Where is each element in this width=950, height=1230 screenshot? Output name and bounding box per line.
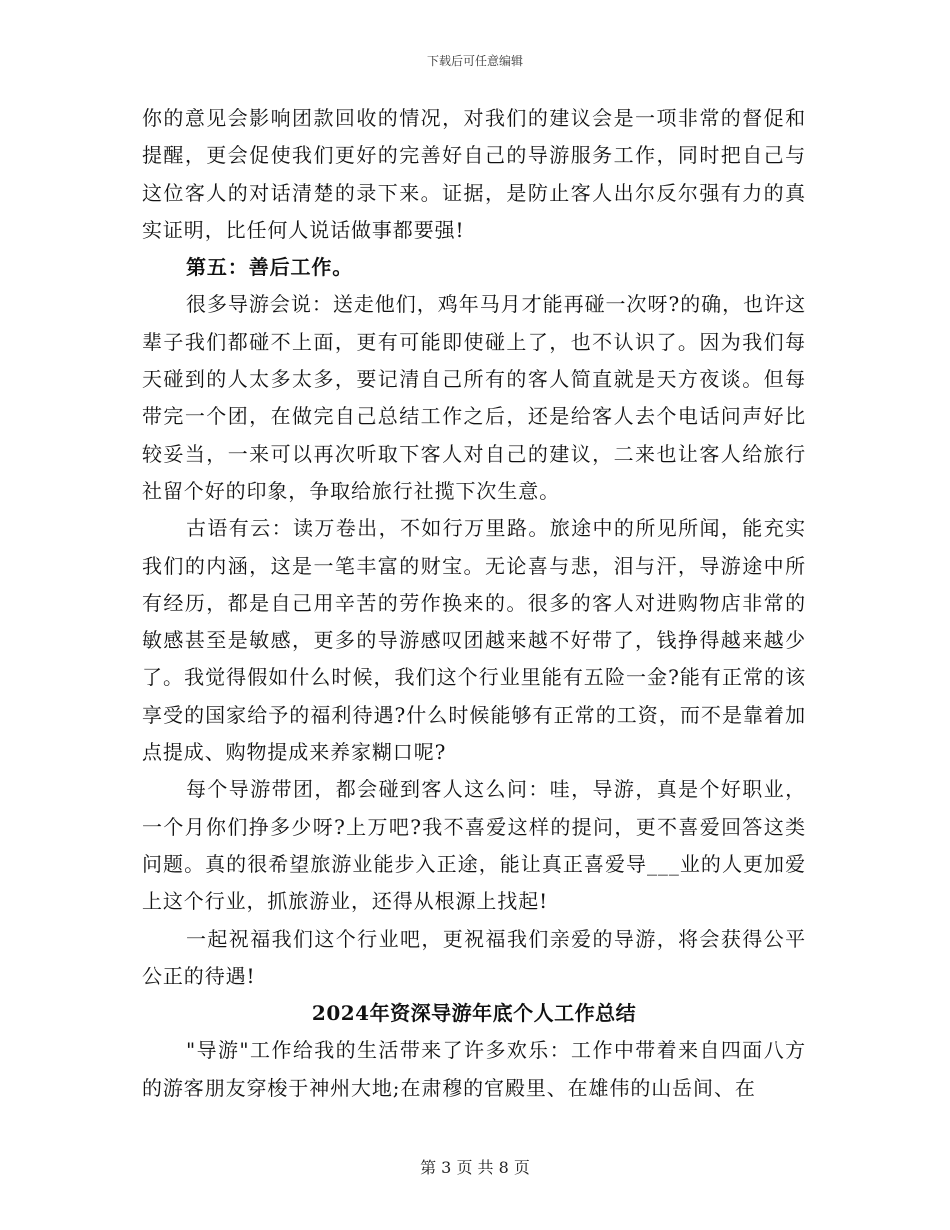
document-title: 2024年资深导游年底个人工作总结	[311, 1001, 637, 1026]
paragraph-3: 古语有云：读万卷出，不如行万里路。旅途中的所见所闻，能充实我们的内涵，这是一笔丰富的财宝。无论喜与悲，泪与汗，导游途中所有经历，都是自己用辛苦的劳作换来的。很多的客人对进购物店非常的敏感甚至是敏感，更多的导游感叹团越来越不好带了，钱挣得越来越少了。我觉得假如什么时候，我们这个行业里能有五险一金?能有正常的该享受的国家给予的福利待遇?什么时候能够有正常的工资，而不是靠着加点提成、购物提成来养家糊口呢?	[142, 516, 806, 765]
document-body	[142, 100, 806, 1107]
paragraph-6: "导游"工作给我的生活带来了许多欢乐：工作中带着来自四面八方的游客朋友穿梭于神州大地;在肃穆的官殿里、在雄伟的山岳间、在	[142, 1038, 806, 1100]
paragraph-1: 你的意见会影响团款回收的情况，对我们的建议会是一项非常的督促和提醒，更会促使我们更好的完善好自己的导游服务工作，同时把自己与这位客人的对话清楚的录下来。证据，是防止客人出尔反尔强有力的真实证明，比任何人说话做事都要强!	[142, 106, 806, 242]
paragraph-5: 一起祝福我们这个行业吧，更祝福我们亲爱的导游，将会获得公平公正的待遇!	[142, 926, 806, 988]
page-number: 第 3 页 共 8 页	[420, 1158, 530, 1177]
page-header: 下载后可任意编辑	[426, 54, 523, 68]
section-heading-5: 第五：善后工作。	[186, 255, 354, 280]
paragraph-4: 每个导游带团，都会碰到客人这么问：哇，导游，真是个好职业，一个月你们挣多少呀?上万吧?我不喜爱这样的提问，更不喜爱回答这类问题。真的很希望旅游业能步入正途，能让真正喜爱导___业的人更加爱上这个行业，抓旅游业，还得从根源上找起!	[142, 777, 806, 914]
paragraph-2: 很多导游会说：送走他们，鸡年马月才能再碰一次呀?的确，也许这辈子我们都碰不上面，更有可能即使碰上了，也不认识了。因为我们每天碰到的人太多太多，要记清自己所有的客人简直就是天方夜谈。但每带完一个团，在做完自己总结工作之后，还是给客人去个电话问声好比较妥当，一来可以再次听取下客人对自己的建议，二来也让客人给旅行社留个好的印象，争取给旅行社揽下次生意。	[142, 292, 806, 503]
